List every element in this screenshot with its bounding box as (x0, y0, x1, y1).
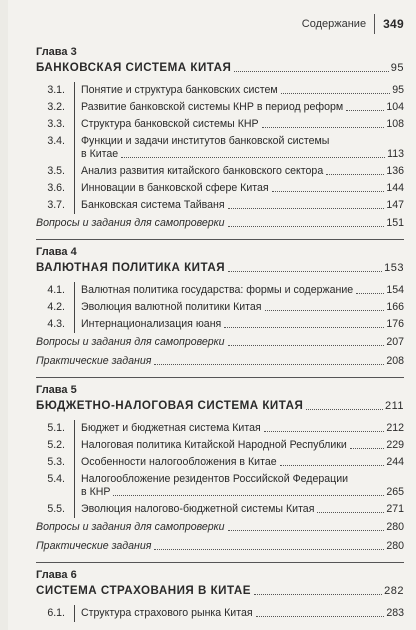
section-number: 5.5. (47, 503, 65, 515)
section-entry[interactable] (47, 180, 404, 197)
dot-leader (265, 310, 385, 311)
section-number: 3.2. (47, 101, 65, 113)
extra-title: Вопросы и задания для самопроверки (36, 217, 225, 229)
section-entry[interactable] (47, 197, 404, 214)
header-divider (374, 14, 375, 34)
section-list (47, 420, 404, 518)
section-entry[interactable] (47, 454, 404, 471)
chapter-title: БАНКОВСКАЯ СИСТЕМА КИТАЯ (36, 61, 232, 74)
dot-leader (317, 512, 384, 513)
book-page (8, 0, 416, 630)
dot-leader (228, 345, 385, 346)
dot-leader (154, 364, 384, 365)
section-page: 271 (386, 503, 404, 515)
extra-title: Вопросы и задания для самопроверки (36, 521, 225, 533)
chapter-divider (36, 239, 404, 240)
section-entry[interactable] (47, 116, 404, 133)
section-title: Особенности налогообложения в Китае (81, 456, 277, 468)
section-number: 5.3. (47, 456, 65, 468)
section-number: 6.1. (47, 607, 65, 619)
table-of-contents (36, 46, 404, 622)
dot-leader (224, 327, 384, 328)
chapter-block (36, 46, 404, 233)
section-title: Налоговая политика Китайской Народной Республики (81, 439, 347, 451)
section-title: Валютная политика государства: формы и содержание (81, 284, 354, 296)
section-page: 104 (386, 101, 404, 113)
section-entry[interactable] (47, 471, 404, 501)
chapter-title-row[interactable] (36, 61, 404, 75)
chapter-page: 282 (384, 585, 404, 597)
section-number: 4.1. (47, 284, 65, 296)
dot-leader (306, 409, 383, 410)
section-page: 212 (386, 422, 404, 434)
section-entry[interactable] (47, 282, 404, 299)
section-number: 3.6. (47, 182, 65, 194)
chapter-title-row[interactable] (36, 584, 404, 598)
chapter-page: 95 (390, 62, 404, 74)
section-page: 108 (386, 118, 404, 130)
section-entry[interactable] (47, 163, 404, 180)
chapter-page: 153 (384, 262, 404, 274)
section-number: 4.2. (47, 301, 65, 313)
dot-leader (228, 226, 385, 227)
section-entry[interactable] (47, 420, 404, 437)
section-page: 147 (386, 199, 404, 211)
extra-entry[interactable] (36, 214, 404, 233)
extra-page: 207 (386, 336, 404, 348)
dot-leader (254, 594, 382, 595)
section-number: 5.2. (47, 439, 65, 451)
extra-title: Практические задания (36, 540, 152, 552)
extra-title: Практические задания (36, 355, 152, 367)
section-number: 5.1. (47, 422, 65, 434)
section-number: 5.4. (47, 473, 65, 485)
dot-leader (356, 293, 384, 294)
running-header (302, 13, 404, 35)
section-list (47, 605, 404, 622)
chapter-label: Глава 5 (36, 384, 77, 396)
extra-title: Вопросы и задания для самопроверки (36, 336, 225, 348)
section-page: 113 (387, 148, 404, 160)
chapter-divider (36, 377, 404, 378)
section-page: 95 (392, 84, 404, 96)
section-page: 144 (386, 182, 404, 194)
extra-entry[interactable] (36, 518, 404, 537)
chapter-label: Глава 4 (36, 246, 77, 258)
section-entry[interactable] (47, 501, 404, 518)
section-title: Понятие и структура банковских систем (81, 84, 278, 96)
dot-leader (262, 127, 385, 128)
section-list (47, 282, 404, 333)
section-number: 3.1. (47, 84, 65, 96)
extra-page: 280 (386, 521, 404, 533)
section-title: Функции и задачи институтов банковской системы (81, 135, 330, 147)
dot-leader (346, 110, 384, 111)
extra-entry[interactable] (36, 352, 404, 371)
section-title: Банковская система Тайваня (81, 199, 225, 211)
dot-leader (326, 174, 384, 175)
chapter-label: Глава 6 (36, 569, 77, 581)
section-page: 229 (386, 439, 404, 451)
section-entry[interactable] (47, 437, 404, 454)
chapter-block (36, 569, 404, 622)
dot-leader (264, 431, 385, 432)
dot-leader (228, 530, 385, 531)
section-page: 166 (386, 301, 404, 313)
section-title-cont: в Китае (81, 148, 119, 160)
section-entry[interactable] (47, 299, 404, 316)
chapter-page: 211 (384, 400, 404, 412)
section-page: 283 (386, 607, 404, 619)
header-page-number: 349 (383, 17, 404, 31)
section-title: Развитие банковской системы КНР в период реформ (81, 101, 344, 113)
dot-leader (228, 208, 385, 209)
section-title: Бюджет и бюджетная система Китая (81, 422, 261, 434)
section-title: Эволюция налогово-бюджетной системы Китая (81, 503, 315, 515)
dot-leader (281, 93, 391, 94)
dot-leader (154, 549, 384, 550)
section-title: Интернационализация юаня (81, 318, 222, 330)
section-title: Анализ развития китайского банковского сектора (81, 165, 324, 177)
chapter-title-row[interactable] (36, 399, 404, 413)
dot-leader (121, 157, 385, 158)
dot-leader (272, 191, 385, 192)
extra-page: 151 (386, 217, 404, 229)
section-title: Эволюция валютной политики Китая (81, 301, 262, 313)
chapter-block (36, 246, 404, 371)
dot-leader (280, 465, 385, 466)
dot-leader (256, 616, 385, 617)
section-title: Структура банковской системы КНР (81, 118, 259, 130)
section-page: 244 (386, 456, 404, 468)
extra-page: 208 (386, 355, 404, 367)
section-title: Структура страхового рынка Китая (81, 607, 253, 619)
chapter-divider (36, 562, 404, 563)
chapter-title: ВАЛЮТНАЯ ПОЛИТИКА КИТАЯ (36, 261, 226, 274)
section-page: 176 (386, 318, 404, 330)
header-section-title: Содержание (301, 18, 367, 30)
section-number: 3.7. (47, 199, 65, 211)
section-entry[interactable] (47, 316, 404, 333)
section-title: Инновации в банковской сфере Китая (81, 182, 269, 194)
section-page: 265 (386, 486, 404, 498)
extra-entry[interactable] (36, 333, 404, 352)
chapter-title: СИСТЕМА СТРАХОВАНИЯ В КИТАЕ (36, 584, 251, 597)
section-entry[interactable] (47, 99, 404, 116)
dot-leader (350, 448, 385, 449)
section-entry[interactable] (47, 605, 404, 622)
chapter-title: БЮДЖЕТНО-НАЛОГОВАЯ СИСТЕМА КИТАЯ (36, 399, 304, 412)
section-number: 3.4. (47, 135, 65, 147)
section-page: 136 (386, 165, 404, 177)
extra-entry[interactable] (36, 537, 404, 556)
section-number: 4.3. (47, 318, 65, 330)
section-entry[interactable] (47, 133, 404, 163)
section-title-cont: в КНР (81, 486, 111, 498)
section-page: 154 (386, 284, 404, 296)
extra-page: 280 (386, 540, 404, 552)
dot-leader (234, 71, 388, 72)
chapter-block (36, 384, 404, 556)
section-title: Налогообложение резидентов Российской Федерации (81, 473, 349, 485)
chapter-label: Глава 3 (36, 46, 77, 58)
section-entry[interactable] (47, 82, 404, 99)
section-number: 3.5. (47, 165, 65, 177)
dot-leader (113, 495, 384, 496)
section-number: 3.3. (47, 118, 65, 130)
section-list (47, 82, 404, 214)
chapter-title-row[interactable] (36, 261, 404, 275)
dot-leader (228, 271, 382, 272)
